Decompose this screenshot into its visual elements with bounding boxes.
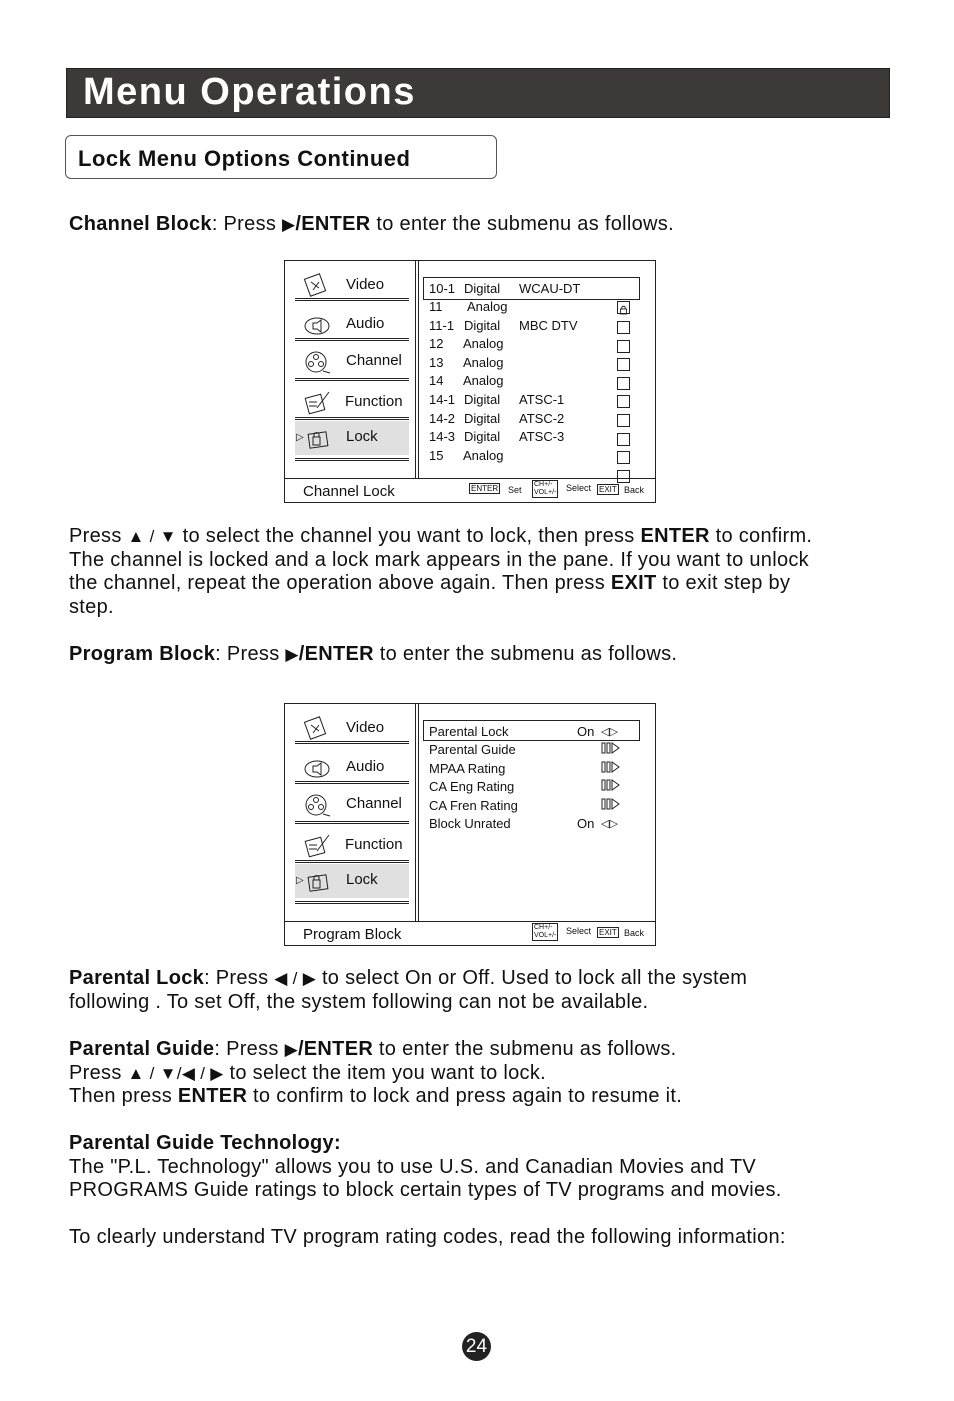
text: Then press xyxy=(69,1085,178,1107)
channel-number: 11 xyxy=(429,299,443,314)
ch-vol-key-hint xyxy=(532,480,558,498)
divider xyxy=(295,860,409,863)
text: : Press xyxy=(211,213,283,235)
channel-icon xyxy=(303,349,331,375)
channel-type: Digital xyxy=(464,392,501,407)
left-right-toggle-icon[interactable]: ◁▷ xyxy=(601,818,618,830)
text: Press xyxy=(69,525,128,547)
channel-number: 13 xyxy=(429,355,444,370)
section-heading-box xyxy=(65,135,497,179)
section-title: Lock Menu Options Continued xyxy=(78,146,411,171)
text: the channel, repeat the operation above again. Then press xyxy=(69,572,611,594)
menu-item-channel[interactable] xyxy=(295,788,409,822)
text: to select the item you want to lock. xyxy=(223,1061,547,1084)
submenu-enter-icon[interactable] xyxy=(601,779,621,794)
menu-item-audio[interactable] xyxy=(295,751,409,785)
exit-key: EXIT xyxy=(610,572,657,594)
lock-icon xyxy=(303,425,331,451)
channel-type: Digital xyxy=(464,411,501,426)
divider xyxy=(295,298,409,301)
menu-label: Lock xyxy=(346,428,378,445)
text: VOL+/- xyxy=(534,489,557,496)
osd-divider xyxy=(415,261,419,478)
divider xyxy=(295,417,409,420)
text: to enter the submenu as follows. xyxy=(373,1038,677,1060)
menu-item-audio[interactable] xyxy=(295,308,409,342)
parental-lock-label: Parental Lock xyxy=(69,967,205,989)
program-option-row[interactable] xyxy=(429,779,641,797)
channel-name: ATSC-1 xyxy=(519,392,565,407)
program-option-row[interactable] xyxy=(429,816,641,834)
text-line xyxy=(69,525,812,549)
channel-type: Analog xyxy=(467,299,508,314)
submenu-arrow-icon xyxy=(601,761,621,773)
submenu-enter-icon[interactable] xyxy=(601,798,621,813)
channel-type: Digital xyxy=(464,281,501,296)
lock-checkbox[interactable] xyxy=(617,433,630,446)
channel-type: Digital xyxy=(464,429,501,444)
select-hint: Select xyxy=(566,483,592,493)
submenu-enter-icon[interactable] xyxy=(601,742,621,757)
text-line: The "P.L. Technology" allows you to use U.S. and Canadian Movies and TV xyxy=(69,1155,757,1178)
menu-item-function[interactable] xyxy=(295,829,409,863)
divider xyxy=(295,378,409,381)
enter-key: ENTER xyxy=(177,1085,248,1107)
channel-name: MBC DTV xyxy=(519,318,578,333)
submenu-arrow-icon xyxy=(601,742,621,754)
text-line xyxy=(69,1132,782,1156)
divider xyxy=(295,781,409,784)
menu-label: Video xyxy=(346,719,385,736)
option-name: Parental Guide xyxy=(429,742,516,757)
lock-checkbox[interactable] xyxy=(617,395,630,408)
menu-item-function[interactable] xyxy=(295,386,409,420)
enter-key-hint: ENTER xyxy=(471,484,499,493)
program-block-osd xyxy=(284,703,656,946)
program-block-paragraph xyxy=(69,643,677,667)
channel-block-paragraph xyxy=(69,213,674,237)
submenu-arrow-icon xyxy=(601,798,621,810)
selection-arrow-icon: ▷ xyxy=(296,432,304,443)
text: : Press xyxy=(214,1038,285,1060)
channel-number: 15 xyxy=(429,448,444,463)
lock-checkbox[interactable] xyxy=(617,358,630,371)
exit-key-hint: EXIT xyxy=(599,928,617,937)
enter-key: /ENTER xyxy=(297,1038,374,1060)
lock-checkbox[interactable] xyxy=(617,321,630,334)
menu-label: Lock xyxy=(346,871,378,888)
submenu-enter-icon[interactable] xyxy=(601,761,621,776)
divider xyxy=(295,458,409,461)
divider xyxy=(295,338,409,341)
text: VOL+/- xyxy=(534,932,557,939)
channel-number: 11-1 xyxy=(429,318,455,333)
channel-number: 14 xyxy=(429,373,444,388)
lock-checkbox[interactable] xyxy=(617,451,630,464)
program-option-row[interactable] xyxy=(429,798,641,816)
function-icon xyxy=(303,833,331,859)
text: to exit step by xyxy=(656,572,791,594)
channel-number: 14-1 xyxy=(429,392,456,407)
channel-row[interactable] xyxy=(429,373,641,391)
menu-label: Audio xyxy=(346,758,385,775)
option-name: MPAA Rating xyxy=(429,761,506,776)
enter-key: ENTER xyxy=(640,525,710,547)
osd-footer-line xyxy=(285,478,655,479)
lock-checkbox[interactable] xyxy=(617,414,630,427)
channel-number: 14-3 xyxy=(429,429,456,444)
menu-label: Channel xyxy=(346,352,402,369)
menu-item-lock[interactable] xyxy=(295,864,409,898)
osd-divider xyxy=(415,704,419,921)
option-name: CA Eng Rating xyxy=(429,779,515,794)
submenu-arrow-icon xyxy=(601,779,621,791)
menu-label: Channel xyxy=(346,795,402,812)
menu-label: Function xyxy=(345,393,403,410)
video-icon xyxy=(303,716,331,742)
program-option-row[interactable] xyxy=(429,742,641,760)
channel-icon xyxy=(303,792,331,818)
channel-name: ATSC-2 xyxy=(519,411,565,426)
channel-row[interactable] xyxy=(429,411,641,429)
channel-name: WCAU-DT xyxy=(519,281,581,296)
text: to select the channel you want to lock, then press xyxy=(176,525,641,547)
channel-type: Digital xyxy=(464,318,501,333)
channel-type: Analog xyxy=(463,373,504,388)
channel-number: 10-1 xyxy=(429,281,456,296)
direction-arrows-icon: ▲ / ▼/◀ / ▶ xyxy=(127,1063,224,1083)
video-icon xyxy=(303,273,331,299)
page-number: 24 xyxy=(462,1332,491,1361)
text-line xyxy=(69,1062,682,1086)
text-line: following . To set Off, the system following can not be available. xyxy=(69,990,649,1013)
text-line xyxy=(69,572,812,596)
option-name: CA Fren Rating xyxy=(429,798,518,813)
channel-row[interactable] xyxy=(429,429,641,447)
header-bar xyxy=(66,68,890,118)
text: to confirm. xyxy=(709,525,813,547)
channel-row[interactable] xyxy=(429,448,641,466)
osd-menu xyxy=(285,704,415,921)
text: to enter the submenu as follows. xyxy=(370,213,674,235)
left-right-toggle-icon[interactable]: ◁▷ xyxy=(601,726,618,738)
text-line: The channel is locked and a lock mark appears in the pane. If you want to unlock xyxy=(69,548,809,571)
text: : Press xyxy=(204,967,275,989)
right-arrow-icon: ▶ xyxy=(282,215,296,234)
back-hint: Back xyxy=(624,485,645,495)
option-value: On xyxy=(577,816,595,831)
text: to select On or Off. Used to lock all the system xyxy=(316,967,748,989)
channel-number: 12 xyxy=(429,336,444,351)
option-value: On xyxy=(577,724,595,739)
option-name: Block Unrated xyxy=(429,816,511,831)
function-icon xyxy=(303,390,331,416)
text-line: step. xyxy=(69,595,114,618)
menu-label: Function xyxy=(345,836,403,853)
selection-arrow-icon: ▷ xyxy=(296,875,304,886)
channel-type: Analog xyxy=(463,355,504,370)
osd-footer-title: Program Block xyxy=(303,926,402,943)
divider xyxy=(295,741,409,744)
menu-label: Audio xyxy=(346,315,385,332)
right-arrow-icon: ▶ xyxy=(285,645,299,664)
set-hint: Set xyxy=(508,485,522,495)
lock-instructions-paragraph xyxy=(69,525,812,619)
left-right-arrows-icon: ◀ / ▶ xyxy=(274,969,317,988)
osd-footer-title: Channel Lock xyxy=(303,483,395,500)
enter-key: /ENTER xyxy=(298,643,374,665)
channel-name: ATSC-3 xyxy=(519,429,565,444)
lock-checkbox[interactable] xyxy=(617,377,630,390)
parental-guide-technology-paragraph xyxy=(69,1132,782,1203)
divider xyxy=(295,821,409,824)
program-block-label: Program Block xyxy=(69,643,216,665)
option-name: Parental Lock xyxy=(429,724,509,739)
osd-menu xyxy=(285,261,415,478)
channel-type: Analog xyxy=(463,336,504,351)
text: to enter the submenu as follows. xyxy=(373,643,678,665)
channel-row[interactable] xyxy=(429,336,641,354)
text: CH+/- xyxy=(534,924,553,931)
program-option-row[interactable] xyxy=(429,761,641,779)
program-option-row[interactable] xyxy=(429,724,641,742)
text: to confirm to lock and press again to resume it. xyxy=(247,1085,683,1107)
exit-key-hint: EXIT xyxy=(599,485,617,494)
menu-item-lock[interactable] xyxy=(295,421,409,455)
audio-icon xyxy=(303,312,331,338)
channel-lock-osd xyxy=(284,260,656,503)
right-arrow-icon: ▶ xyxy=(284,1040,298,1059)
channel-type: Analog xyxy=(463,448,504,463)
channel-number: 14-2 xyxy=(429,411,456,426)
up-down-arrows-icon: ▲ / ▼ xyxy=(127,527,177,546)
text-line xyxy=(69,967,747,991)
page-title: Menu Operations xyxy=(83,71,416,113)
channel-row[interactable] xyxy=(429,318,641,336)
ch-vol-key-hint xyxy=(532,923,558,941)
osd-footer-line xyxy=(285,921,655,922)
parental-guide-technology-label: Parental Guide Technology: xyxy=(69,1132,341,1154)
menu-item-channel[interactable] xyxy=(295,345,409,379)
text-line: PROGRAMS Guide ratings to block certain types of TV programs and movies. xyxy=(69,1179,782,1201)
parental-guide-label: Parental Guide xyxy=(69,1038,215,1060)
parental-guide-paragraph xyxy=(69,1038,682,1109)
select-hint: Select xyxy=(566,926,592,936)
parental-lock-paragraph xyxy=(69,967,747,1014)
rating-codes-intro: To clearly understand TV program rating codes, read the following information: xyxy=(69,1226,786,1248)
lock-checkbox[interactable] xyxy=(617,340,630,353)
lock-icon xyxy=(303,868,331,894)
channel-row[interactable] xyxy=(429,355,641,373)
channel-row[interactable] xyxy=(429,392,641,410)
enter-key: /ENTER xyxy=(295,213,371,235)
text-line xyxy=(69,1085,682,1109)
text-line xyxy=(69,1038,682,1062)
text: : Press xyxy=(215,643,286,665)
lock-checkbox[interactable] xyxy=(617,470,630,483)
divider xyxy=(295,901,409,904)
channel-row[interactable] xyxy=(429,299,641,317)
text: CH+/- xyxy=(534,481,553,488)
back-hint: Back xyxy=(624,928,645,938)
channel-row[interactable] xyxy=(429,281,641,299)
audio-icon xyxy=(303,755,331,781)
text: Press xyxy=(69,1061,128,1084)
padlock-icon xyxy=(618,304,629,315)
menu-label: Video xyxy=(346,276,385,293)
channel-block-label: Channel Block xyxy=(69,213,212,235)
lock-mark-icon[interactable] xyxy=(617,301,630,314)
